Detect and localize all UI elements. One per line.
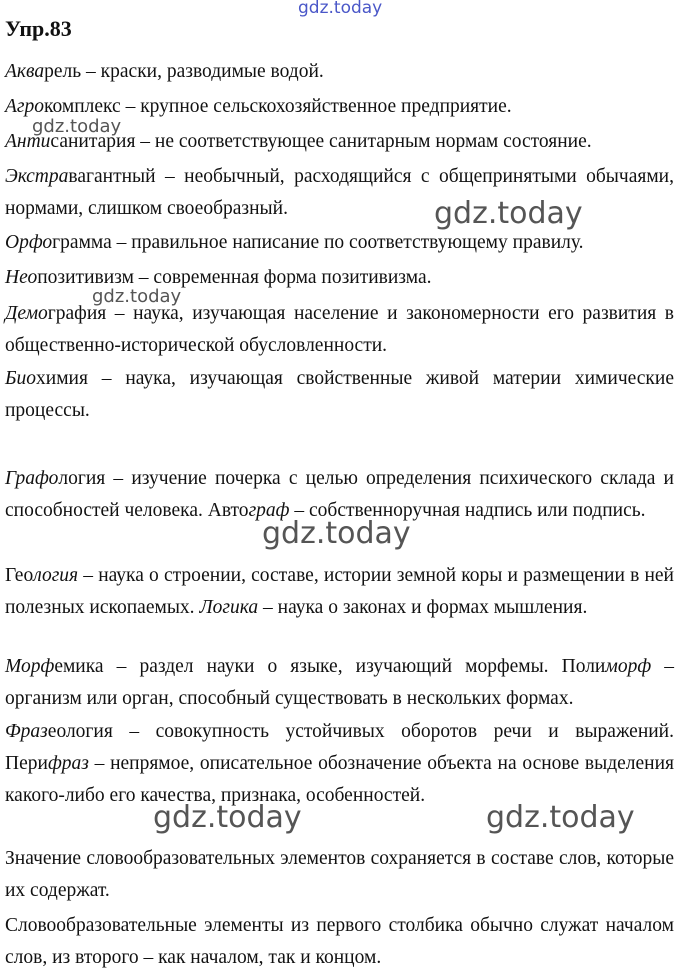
paragraph-text: – наука о строении, составе, истории земной коры и размещении в ней полезных ископаемых.	[5, 565, 674, 618]
italic-morpheme: морф	[605, 656, 652, 677]
exercise-title: Упр.83	[5, 16, 72, 41]
watermark-top: gdz.today	[298, 0, 383, 18]
italic-morpheme: логия	[33, 565, 79, 586]
italic-morpheme: Био	[5, 368, 37, 389]
paragraph-text: еология – совокупность устойчивых оборотов речи и выражений. Пери	[5, 721, 674, 774]
watermark: gdz.today	[262, 516, 411, 551]
paragraph-text: рель – краски, разводимые водой.	[44, 61, 324, 82]
watermark: gdz.today	[32, 116, 122, 137]
paragraph-text: – организм или орган, способный существовать в нескольких формах.	[5, 656, 674, 709]
paragraph-text: – собственноручная надпись или подпись.	[289, 500, 646, 521]
paragraph	[5, 126, 674, 158]
paragraph-text: емика – раздел науки о языке, изучающий морфемы. Поли	[54, 656, 606, 677]
paragraph-text: санитария – не соответствующее санитарным нормам состояние.	[50, 131, 592, 152]
paragraph	[5, 363, 674, 427]
paragraph-text: вагантный – необычный, расходящийся с общепринятыми обычаями, нормами, слишком своеобразный.	[5, 166, 674, 219]
italic-morpheme: Морф	[5, 656, 55, 677]
watermark: gdz.today	[486, 800, 635, 835]
paragraph-text: комплекс – крупное сельскохозяйственное предприятие.	[44, 96, 512, 117]
italic-morpheme: Нео	[5, 267, 38, 288]
paragraph	[5, 463, 674, 527]
italic-morpheme: фраз	[47, 753, 89, 774]
paragraph-text: грамма – правильное написание по соответствующему правилу.	[52, 232, 584, 253]
italic-morpheme: Агро	[5, 96, 45, 117]
italic-morpheme: Аква	[5, 61, 45, 82]
watermark: gdz.today	[92, 286, 182, 307]
paragraph	[5, 56, 674, 88]
italic-morpheme: Графо	[5, 468, 59, 489]
italic-morpheme: граф	[248, 500, 290, 521]
paragraph-text: Значение словообразовательных элементов сохраняется в составе слов, которые их содержат.	[5, 848, 674, 901]
paragraph-text: позитивизм – современная форма позитивизма.	[37, 267, 432, 288]
watermark: gdz.today	[153, 800, 302, 835]
paragraph	[5, 651, 674, 715]
paragraph-text: графия – наука, изучающая население и закономерности его развития в общественно-исторической обусловленности.	[5, 303, 674, 356]
paragraph-text: логия – изучение почерка с целью определения психического склада и способностей человека. Авто	[5, 468, 674, 521]
italic-morpheme: Экстра	[5, 166, 69, 187]
paragraph	[5, 298, 674, 362]
paragraph-text: – непрямое, описательное обозначение объекта на основе выделения какого-либо его качества, признака, особенностей.	[5, 753, 674, 806]
paragraph	[5, 262, 674, 294]
paragraph	[5, 910, 674, 974]
paragraph	[5, 227, 674, 259]
paragraph	[5, 843, 674, 907]
italic-morpheme: Логика	[199, 597, 259, 618]
italic-morpheme: Орфо	[5, 232, 53, 253]
paragraph-text: Словообразовательные элементы из первого столбика обычно служат началом слов, из второго – как началом, так и концом.	[5, 915, 674, 968]
paragraph-text: Гео	[5, 565, 34, 586]
paragraph-text: – наука о законах и формах мышления.	[258, 597, 588, 618]
watermark: gdz.today	[434, 196, 583, 231]
paragraph	[5, 91, 674, 123]
italic-morpheme: Фраз	[5, 721, 48, 742]
paragraph	[5, 161, 674, 225]
paragraph	[5, 716, 674, 812]
italic-morpheme: Демо	[5, 303, 48, 324]
italic-morpheme: Анти	[5, 131, 51, 152]
paragraph	[5, 560, 674, 624]
paragraph-text: химия – наука, изучающая свойственные живой материи химические процессы.	[5, 368, 674, 421]
